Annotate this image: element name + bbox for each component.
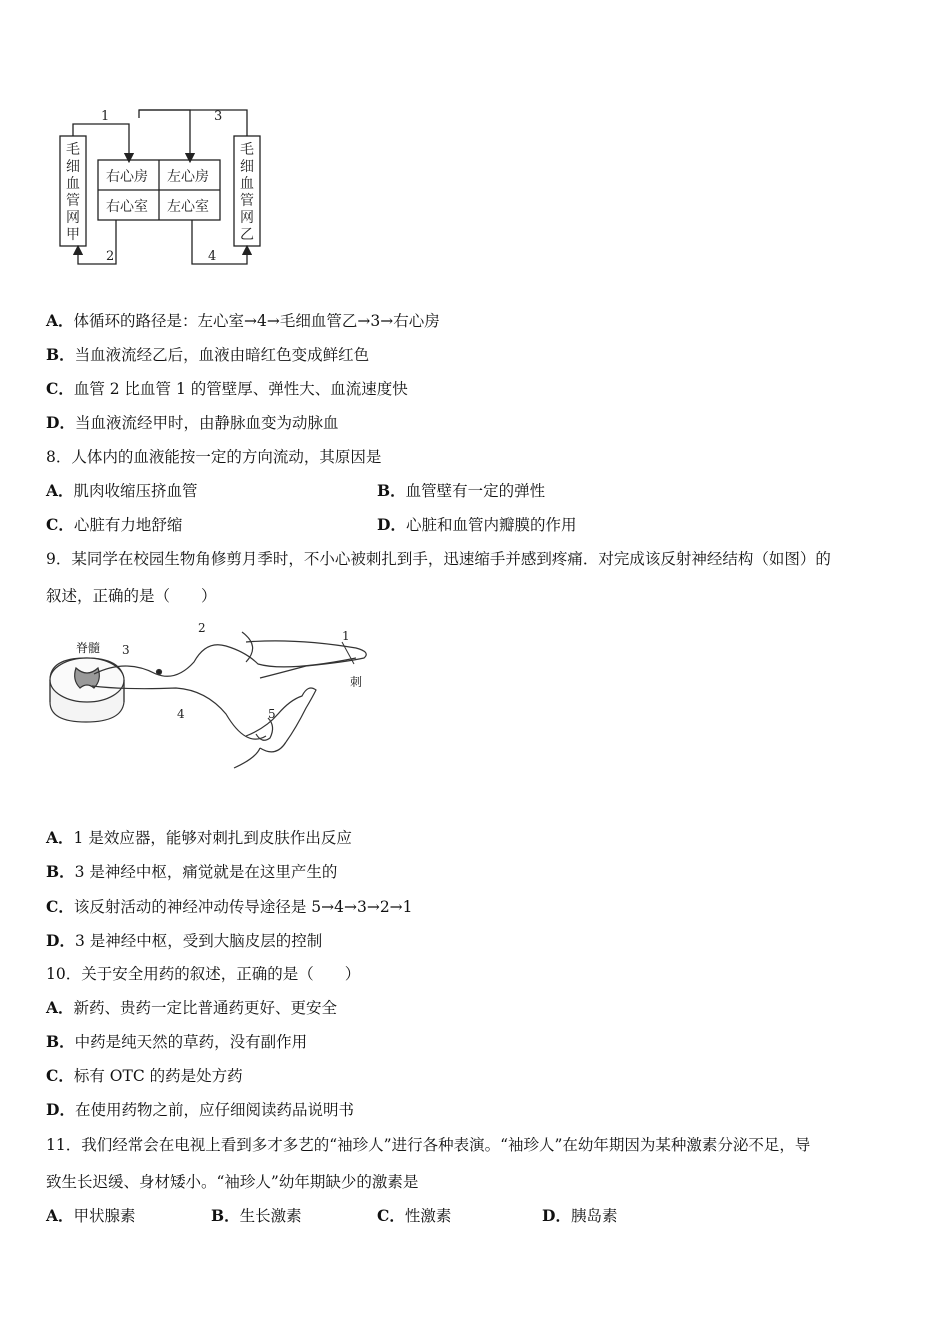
right-atrium-label: 右心房 xyxy=(106,169,148,185)
capillary-b-char: 细 xyxy=(240,159,254,175)
vessel-label-4: 4 xyxy=(208,249,217,264)
q10-option-a: A．新药、贵药一定比普通药更好、更安全 xyxy=(46,998,338,1017)
vessel-label-2: 2 xyxy=(106,249,115,264)
left-ventricle-label: 左心室 xyxy=(167,199,209,215)
q9-stem-line2: 叙述，正确的是（ ） xyxy=(46,587,217,605)
label-2: 2 xyxy=(198,621,206,635)
q7-option-d: D．当血液流经甲时，由静脉血变为动脉血 xyxy=(46,413,339,432)
capillary-b-char: 乙 xyxy=(240,227,254,243)
q9-stem-line1: 9．某同学在校园生物角修剪月季时，不小心被刺扎到手，迅速缩手并感到疼痛．对完成该反射神经结构（如图）的 xyxy=(46,550,831,568)
capillary-a-char: 甲 xyxy=(66,227,80,243)
q11-option-d: D．胰岛素 xyxy=(542,1206,618,1225)
reflex-arc-figure xyxy=(46,618,376,798)
q7-option-b: B．当血液流经乙后，血液由暗红色变成鲜红色 xyxy=(46,345,370,364)
capillary-b-char: 毛 xyxy=(240,142,254,158)
q10-option-c: C．标有 OTC 的药是处方药 xyxy=(46,1066,243,1085)
label-5: 5 xyxy=(268,707,276,721)
capillary-b-char: 网 xyxy=(240,210,254,226)
q11-stem-line2: 致生长迟缓、身材矮小。“袖珍人”幼年期缺少的激素是 xyxy=(46,1173,419,1191)
q8-option-d: D．心脏和血管内瓣膜的作用 xyxy=(377,515,577,534)
capillary-a-char: 细 xyxy=(66,159,80,175)
q11-option-c: C．性激素 xyxy=(377,1206,452,1225)
capillary-a-char: 血 xyxy=(66,176,80,192)
vessel-label-3: 3 xyxy=(214,109,223,124)
q9-option-c: C．该反射活动的神经冲动传导途径是 5→4→3→2→1 xyxy=(46,897,413,916)
q10-option-b: B．中药是纯天然的草药，没有副作用 xyxy=(46,1032,308,1051)
right-ventricle-label: 右心室 xyxy=(106,199,148,215)
label-3: 3 xyxy=(122,643,130,657)
label-1: 1 xyxy=(342,629,350,643)
vessel-label-1: 1 xyxy=(101,109,110,124)
circulation-diagram xyxy=(46,100,286,280)
capillary-a-char: 管 xyxy=(66,193,80,209)
q9-option-b: B．3 是神经中枢，痛觉就是在这里产生的 xyxy=(46,862,338,881)
capillary-a-char: 毛 xyxy=(66,142,80,158)
q11-stem-line1: 11．我们经常会在电视上看到多才多艺的“袖珍人”进行各种表演。“袖珍人”在幼年期因为某种激素分泌不足，导 xyxy=(46,1136,811,1154)
capillary-b-char: 血 xyxy=(240,176,254,192)
q10-stem: 10．关于安全用药的叙述，正确的是（ ） xyxy=(46,965,361,983)
q7-option-c: C．血管 2 比血管 1 的管壁厚、弹性大、血流速度快 xyxy=(46,379,408,398)
capillary-a-char: 网 xyxy=(66,210,80,226)
capillary-b-char: 管 xyxy=(240,193,254,209)
q7-option-a: A．体循环的路径是：左心室→4→毛细血管乙→3→右心房 xyxy=(46,311,440,330)
label-4: 4 xyxy=(177,707,185,721)
q9-option-d: D．3 是神经中枢，受到大脑皮层的控制 xyxy=(46,931,323,950)
q11-option-b: B．生长激素 xyxy=(211,1206,302,1225)
q8-option-a: A．肌肉收缩压挤血管 xyxy=(46,481,198,500)
q8-option-c: C．心脏有力地舒缩 xyxy=(46,515,183,534)
q8-stem: 8．人体内的血液能按一定的方向流动，其原因是 xyxy=(46,448,382,466)
q9-option-a: A．1 是效应器，能够对刺扎到皮肤作出反应 xyxy=(46,828,352,847)
spinal-cord-label: 脊髓 xyxy=(76,641,101,655)
thorn-label: 刺 xyxy=(350,675,363,689)
q10-option-d: D．在使用药物之前，应仔细阅读药品说明书 xyxy=(46,1100,354,1119)
q11-option-a: A．甲状腺素 xyxy=(46,1206,136,1225)
q8-option-b: B．血管壁有一定的弹性 xyxy=(377,481,546,500)
left-atrium-label: 左心房 xyxy=(167,169,209,185)
